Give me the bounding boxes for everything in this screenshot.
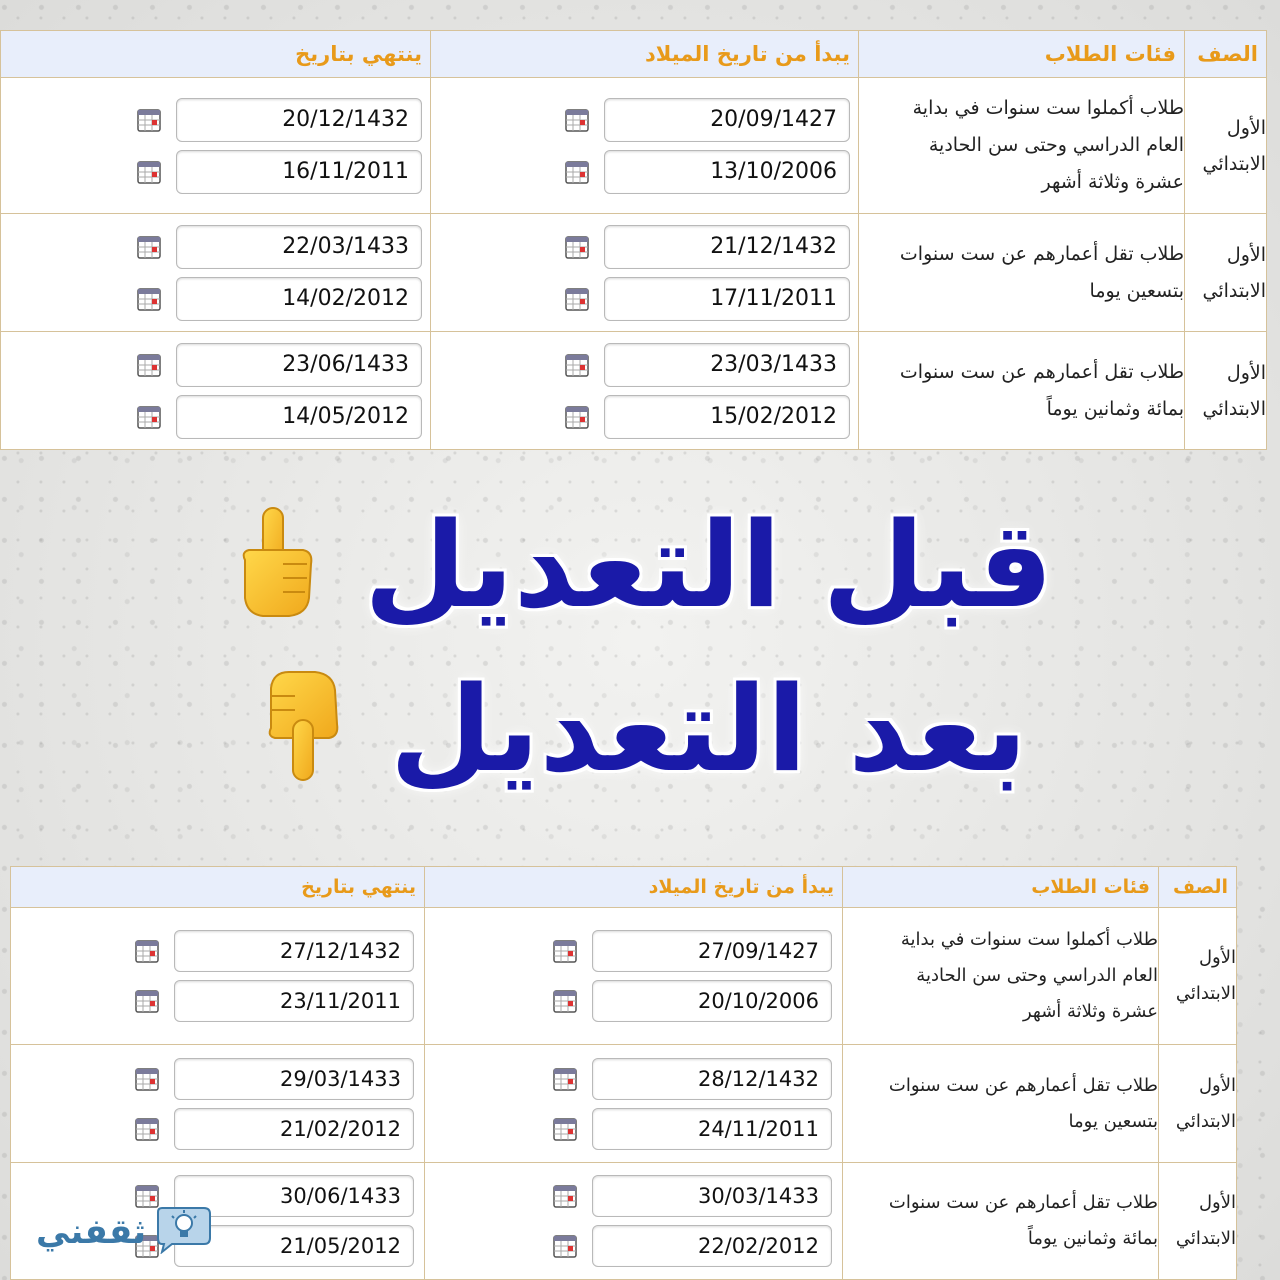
start-date-cell <box>425 1045 843 1162</box>
end-date-hijri-input[interactable]: 27/12/1432 <box>174 930 414 972</box>
before-table-panel <box>0 30 1266 450</box>
calendar-icon[interactable] <box>136 286 162 312</box>
class-cell <box>1185 214 1267 332</box>
start-date-hijri-input[interactable]: 28/12/1432 <box>592 1058 832 1100</box>
table-row <box>1 214 1267 332</box>
calendar-icon[interactable] <box>564 286 590 312</box>
before-table <box>0 30 1267 450</box>
calendar-icon[interactable] <box>564 159 590 185</box>
watermark-text: ثقفني <box>36 1212 146 1252</box>
category-line: العام الدراسي وحتى سن الحادية <box>916 965 1158 987</box>
class-line: الابتدائي <box>1202 279 1266 302</box>
end-date-cell <box>11 908 425 1045</box>
end-date-hijri-input[interactable]: 30/06/1433 <box>174 1175 414 1217</box>
category-line: عشرة وثلاثة أشهر <box>1022 1001 1158 1023</box>
class-line: الأول <box>1198 1191 1236 1213</box>
end-date-hijri-input[interactable]: 22/03/1433 <box>176 225 422 269</box>
category-line: طلاب تقل أعمارهم عن ست سنوات <box>899 242 1184 265</box>
end-date-gregorian-input[interactable]: 23/11/2011 <box>174 980 414 1022</box>
class-line: الابتدائي <box>1175 1110 1236 1132</box>
calendar-icon[interactable] <box>552 938 578 964</box>
end-date-hijri-input[interactable]: 23/06/1433 <box>176 343 422 387</box>
class-line: الأول <box>1198 947 1236 969</box>
start-date-hijri-input[interactable]: 21/12/1432 <box>604 225 850 269</box>
start-date-hijri-input[interactable]: 23/03/1433 <box>604 343 850 387</box>
category-line: طلاب أكملوا ست سنوات في بداية <box>912 97 1184 120</box>
start-date-gregorian-input[interactable]: 22/02/2012 <box>592 1225 832 1267</box>
table-row <box>11 1045 1237 1162</box>
header-end-date: ينتهي بتاريخ <box>1 31 431 78</box>
class-line: الأول <box>1198 1074 1236 1096</box>
end-date-hijri-input[interactable]: 20/12/1432 <box>176 98 422 142</box>
class-cell <box>1159 1045 1237 1162</box>
category-cell <box>843 1162 1159 1279</box>
end-date-hijri-input[interactable]: 29/03/1433 <box>174 1058 414 1100</box>
start-date-hijri-input[interactable]: 20/09/1427 <box>604 98 850 142</box>
start-date-cell <box>431 332 859 450</box>
calendar-icon[interactable] <box>136 159 162 185</box>
category-cell <box>843 1045 1159 1162</box>
category-line: بمائة وثمانين يوماً <box>1046 397 1184 420</box>
header-end-date: ينتهي بتاريخ <box>11 867 425 908</box>
class-cell <box>1159 908 1237 1045</box>
calendar-icon[interactable] <box>552 988 578 1014</box>
calendar-icon[interactable] <box>136 404 162 430</box>
category-line: طلاب تقل أعمارهم عن ست سنوات <box>888 1074 1158 1096</box>
table-row <box>1 78 1267 214</box>
category-line: طلاب أكملوا ست سنوات في بداية <box>900 929 1158 951</box>
class-line: الأول <box>1226 243 1266 266</box>
class-line: الأول <box>1226 361 1266 384</box>
calendar-icon[interactable] <box>136 107 162 133</box>
start-date-cell <box>425 1162 843 1279</box>
start-date-gregorian-input[interactable]: 24/11/2011 <box>592 1108 832 1150</box>
end-date-gregorian-input[interactable]: 21/02/2012 <box>174 1108 414 1150</box>
end-date-cell <box>11 1045 425 1162</box>
table-header-row <box>1 31 1267 78</box>
end-date-gregorian-input[interactable]: 14/02/2012 <box>176 277 422 321</box>
calendar-icon[interactable] <box>564 352 590 378</box>
calendar-icon[interactable] <box>552 1116 578 1142</box>
class-line: الابتدائي <box>1202 152 1266 175</box>
calendar-icon[interactable] <box>564 404 590 430</box>
calendar-icon[interactable] <box>564 107 590 133</box>
header-category: فئات الطلاب <box>859 31 1185 78</box>
calendar-icon[interactable] <box>136 352 162 378</box>
end-date-cell <box>1 78 431 214</box>
start-date-cell <box>431 78 859 214</box>
category-cell <box>859 78 1185 214</box>
header-class: الصف <box>1159 867 1237 908</box>
category-line: عشرة وثلاثة أشهر <box>1041 171 1184 194</box>
calendar-icon[interactable] <box>134 988 160 1014</box>
after-edit-banner <box>0 660 1280 810</box>
category-cell <box>859 214 1185 332</box>
calendar-icon[interactable] <box>552 1183 578 1209</box>
pointing-up-hand-icon <box>227 502 323 646</box>
watermark-logo <box>36 1206 214 1258</box>
calendar-icon[interactable] <box>134 1116 160 1142</box>
start-date-gregorian-input[interactable]: 13/10/2006 <box>604 150 850 194</box>
end-date-cell <box>1 332 431 450</box>
category-line: بتسعين يوما <box>1089 279 1184 302</box>
lightbulb-speech-bubble-icon <box>152 1206 214 1258</box>
start-date-gregorian-input[interactable]: 17/11/2011 <box>604 277 850 321</box>
class-cell <box>1185 78 1267 214</box>
end-date-gregorian-input[interactable]: 21/05/2012 <box>174 1225 414 1267</box>
start-date-hijri-input[interactable]: 27/09/1427 <box>592 930 832 972</box>
category-cell <box>859 332 1185 450</box>
calendar-icon[interactable] <box>134 1183 160 1209</box>
category-line: بمائة وثمانين يوماً <box>1027 1227 1158 1249</box>
start-date-cell <box>431 214 859 332</box>
class-cell <box>1159 1162 1237 1279</box>
calendar-icon[interactable] <box>552 1233 578 1259</box>
calendar-icon[interactable] <box>134 1066 160 1092</box>
header-class: الصف <box>1185 31 1267 78</box>
start-date-hijri-input[interactable]: 30/03/1433 <box>592 1175 832 1217</box>
start-date-gregorian-input[interactable]: 20/10/2006 <box>592 980 832 1022</box>
start-date-gregorian-input[interactable]: 15/02/2012 <box>604 395 850 439</box>
after-edit-title: بعد التعديل <box>389 660 1028 798</box>
table-row <box>1 332 1267 450</box>
table-row <box>11 908 1237 1045</box>
class-line: الابتدائي <box>1175 1227 1236 1249</box>
calendar-icon[interactable] <box>552 1066 578 1092</box>
before-edit-title: قبل التعديل <box>363 496 1054 634</box>
end-date-gregorian-input[interactable]: 14/05/2012 <box>176 395 422 439</box>
category-line: العام الدراسي وحتى سن الحادية <box>928 134 1184 157</box>
calendar-icon[interactable] <box>134 938 160 964</box>
calendar-icon[interactable] <box>136 234 162 260</box>
calendar-icon[interactable] <box>564 234 590 260</box>
category-line: طلاب تقل أعمارهم عن ست سنوات <box>888 1191 1158 1213</box>
start-date-cell <box>425 908 843 1045</box>
header-category: فئات الطلاب <box>843 867 1159 908</box>
end-date-cell <box>1 214 431 332</box>
category-line: بتسعين يوما <box>1068 1110 1158 1132</box>
table-header-row <box>11 867 1237 908</box>
category-cell <box>843 908 1159 1045</box>
before-edit-banner <box>0 496 1280 646</box>
class-line: الأول <box>1226 116 1266 139</box>
class-cell <box>1185 332 1267 450</box>
class-line: الابتدائي <box>1175 983 1236 1005</box>
end-date-gregorian-input[interactable]: 16/11/2011 <box>176 150 422 194</box>
class-line: الابتدائي <box>1202 397 1266 420</box>
header-start-date: يبدأ من تاريخ الميلاد <box>425 867 843 908</box>
category-line: طلاب تقل أعمارهم عن ست سنوات <box>899 360 1184 383</box>
header-start-date: يبدأ من تاريخ الميلاد <box>431 31 859 78</box>
pointing-down-hand-icon <box>253 666 349 810</box>
